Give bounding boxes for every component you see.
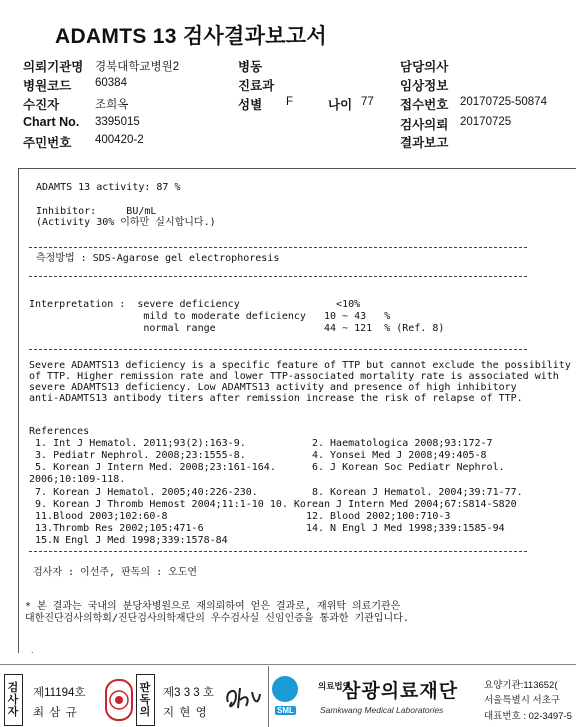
report-label: 결과보고	[400, 136, 449, 150]
examiner-name: 최 삼 규	[33, 707, 78, 719]
sml-logo-icon	[272, 676, 298, 702]
institution-value: 경북대학교병원2	[95, 61, 180, 73]
reference-line: 11.Blood 2003;102:60-8 12. Blood 2002;100:710-3	[29, 511, 451, 522]
footer-separator	[268, 666, 269, 727]
divider	[29, 551, 527, 552]
reference-line: 3. Pediatr Nephrol. 2008;23:1555-8. 4. Yonsei Med J 2008;49:405-8	[29, 450, 487, 461]
request-date-label: 검사의뢰	[400, 118, 449, 132]
examiner-stamp-box	[4, 674, 23, 726]
note-line: * 본 결과는 국내의 분당차병원으로 재의뢰하여 얻은 결과로, 재위탁 의료기관은	[25, 601, 401, 612]
divider	[29, 247, 527, 248]
sex-label: 성별	[238, 98, 263, 112]
examiner-box-label: 검사자	[7, 682, 19, 718]
chart-no-value: 3395015	[95, 116, 140, 128]
hospital-code-label: 병원코드	[23, 79, 72, 93]
comment-line: severe ADAMTS13 deficiency. Low ADAMTS13 activity and presence of high inhibitory	[29, 382, 517, 393]
corp-phone: 대표번호 : 02-3497-5	[484, 711, 572, 722]
sex-value: F	[286, 96, 294, 108]
method: 측정방법 : SDS-Agarose gel electrophoresis	[36, 253, 280, 264]
reference-line: 9. Korean J Thromb Hemost 2004;11:1-10 10. Korean J Intern Med 2004;67:S814-S820	[29, 499, 517, 510]
chart-no-label: Chart No.	[23, 115, 80, 129]
department-label: 진료과	[238, 79, 275, 93]
request-date-value: 20170725	[460, 116, 512, 128]
comment-line: anti-ADAMTS13 antibody titers after remission increase the risk of relapse of TTP.	[29, 393, 523, 404]
corp-address: 서울특별시 서초구	[484, 695, 561, 706]
interpretation-line: mild to moderate deficiency 10 ~ 43 %	[29, 311, 391, 322]
corp-name: 삼광의료재단	[342, 681, 459, 702]
activity-result: ADAMTS 13 activity: 87 %	[36, 182, 181, 193]
divider	[29, 349, 527, 350]
reference-line: 1. Int J Hematol. 2011;93(2):163-9. 2. Haematologica 2008;93:172-7	[29, 438, 493, 449]
patient-value: 조희옥	[95, 99, 129, 111]
note-line: 대한진단검사의학회/진단검사의학재단의 우수검사실 신임인증을 통과한 기관입니다.	[25, 613, 409, 624]
patient-label: 수진자	[23, 98, 60, 112]
reviewer-box-label: 판독의	[139, 682, 151, 718]
examiner-line: 검사자 : 이선주, 판독의 : 오도연	[33, 567, 198, 578]
comment-line: of TTP. Higher remission rate and lower TTP-associated mortality rate is associated with	[29, 371, 559, 382]
sml-badge: SML	[277, 706, 294, 715]
ward-label: 병동	[238, 60, 263, 74]
seal-icon	[104, 678, 134, 722]
reference-line: 15.N Engl J Med 1998;339:1578-84	[29, 535, 228, 546]
doctor-label: 담당의사	[400, 60, 449, 74]
report-title: ADAMTS 13 검사결과보고서	[55, 25, 327, 48]
inhibitor-result: Inhibitor: BU/mL	[36, 206, 157, 217]
reference-line: 5. Korean J Intern Med. 2008;23:161-164. 6. J Korean Soc Pediatr Nephrol.	[29, 462, 505, 473]
footer-divider	[0, 664, 576, 665]
report-body	[18, 168, 576, 653]
reference-line: 13.Thromb Res 2002;105:471-6 14. N Engl J Med 1998;339:1585-94	[29, 523, 505, 534]
reference-line: 2006;10:109-118.	[29, 474, 126, 485]
signature-icon	[222, 680, 264, 716]
age-label: 나이	[328, 98, 353, 112]
interpretation-line: Interpretation : severe deficiency <10%	[29, 299, 361, 310]
hospital-code-value: 60384	[95, 77, 127, 89]
reviewer-name: 지 현 영	[163, 707, 208, 719]
corp-code: 요양기관:113652(	[484, 680, 558, 691]
interpretation-line: normal range 44 ~ 121 % (Ref. 8)	[29, 323, 445, 334]
mark-dot: .	[31, 645, 34, 655]
receipt-no-label: 접수번호	[400, 98, 449, 112]
divider	[29, 276, 527, 277]
reviewer-license: 제3 3 3 호	[163, 687, 214, 699]
inhibitor-note: (Activity 30% 이하만 실시합니다.)	[36, 217, 216, 228]
institution-label: 의뢰기관명	[23, 60, 84, 74]
corp-label: 의료법인	[318, 681, 351, 691]
receipt-no-value: 20170725-50874	[460, 96, 547, 108]
references-title: References	[29, 426, 90, 437]
reference-line: 7. Korean J Hematol. 2005;40:226-230. 8. Korean J Hematol. 2004;39:71-77.	[29, 487, 523, 498]
corp-english: Samkwang Medical Laboratories	[320, 705, 444, 715]
comment-line: Severe ADAMTS13 deficiency is a specific feature of TTP but cannot exclude the possibility	[29, 360, 571, 371]
resident-no-label: 주민번호	[23, 136, 72, 150]
age-value: 77	[361, 96, 374, 108]
examiner-license: 제11194호	[33, 687, 86, 699]
resident-no-value: 400420-2	[95, 134, 144, 146]
clinical-info-label: 임상정보	[400, 79, 449, 93]
reviewer-stamp-box	[136, 674, 155, 726]
